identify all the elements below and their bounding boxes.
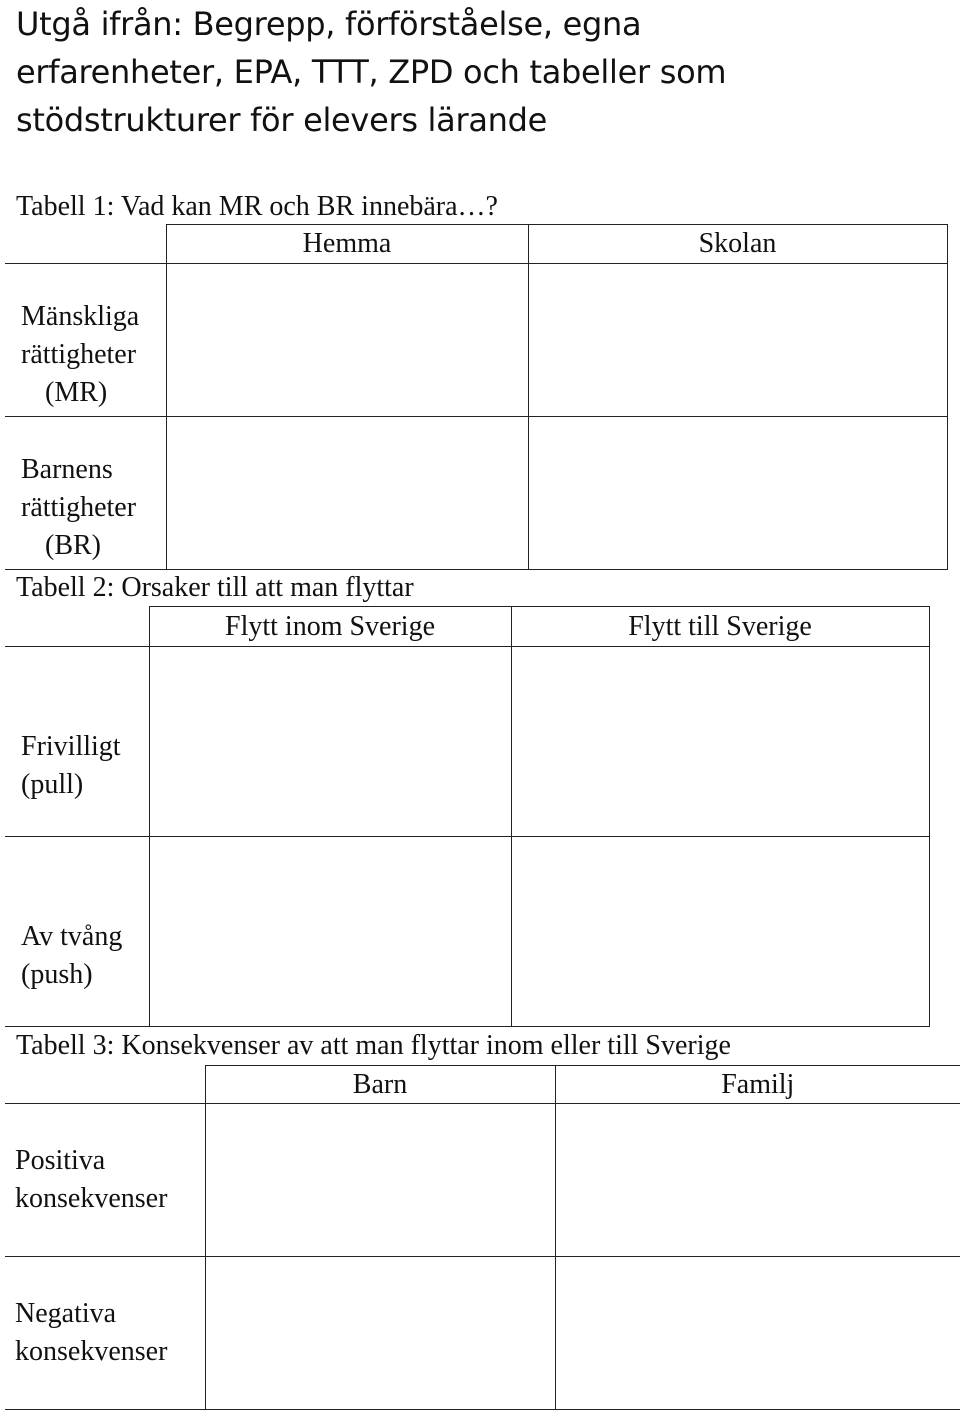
- table2-corner-cell: [5, 607, 149, 647]
- table2-cell-pull-till[interactable]: [511, 647, 929, 837]
- table1-cell-mr-hemma[interactable]: [166, 264, 528, 417]
- table1-row-header-mr: [5, 264, 166, 417]
- row-label-line: Mänskliga: [21, 301, 140, 332]
- row-label-line: Av tvång: [21, 921, 123, 952]
- table2-cell-pull-inom[interactable]: [149, 647, 511, 837]
- table3: [5, 1065, 960, 1410]
- table1: [5, 224, 948, 570]
- row-label-line: konsekvenser: [15, 1336, 168, 1367]
- table1-caption: Tabell 1: Vad kan MR och BR innebära…?: [16, 191, 498, 222]
- table3-cell-negativa-familj[interactable]: [555, 1257, 960, 1410]
- table2-row-header-pull: [5, 647, 149, 837]
- table3-corner-cell: [5, 1066, 205, 1104]
- row-label-line: (push): [21, 959, 93, 990]
- table1-header-hemma: Hemma: [166, 225, 528, 264]
- table1-cell-mr-skolan[interactable]: [528, 264, 947, 417]
- table3-cell-negativa-barn[interactable]: [205, 1257, 555, 1410]
- row-label-line: rättigheter: [21, 339, 137, 370]
- row-label-line: Positiva: [15, 1145, 106, 1176]
- table1-row-header-br: [5, 417, 166, 570]
- row-label-line: Negativa: [15, 1298, 117, 1329]
- table1-header-skolan: Skolan: [528, 225, 947, 264]
- table2: [5, 606, 930, 1027]
- row-label-line: Barnens: [21, 454, 113, 485]
- table1-corner-cell: [5, 225, 166, 264]
- table1-cell-br-skolan[interactable]: [528, 417, 947, 570]
- table3-row-header-negativa: [5, 1257, 205, 1410]
- table2-header-flytt-inom: Flytt inom Sverige: [149, 607, 511, 647]
- table3-caption: Tabell 3: Konsekvenser av att man flyttar inom eller till Sverige: [16, 1030, 731, 1061]
- table1-cell-br-hemma[interactable]: [166, 417, 528, 570]
- table2-caption: Tabell 2: Orsaker till att man flyttar: [16, 572, 414, 603]
- page-heading: [16, 0, 936, 144]
- table3-row-header-positiva: [5, 1104, 205, 1257]
- table3-cell-positiva-familj[interactable]: [555, 1104, 960, 1257]
- heading-line-2: erfarenheter, EPA, TTT, ZPD och tabeller som: [16, 53, 727, 91]
- row-label-line: (MR): [45, 377, 108, 408]
- row-label-line: (pull): [21, 769, 84, 800]
- row-label-line: rättigheter: [21, 492, 137, 523]
- table3-header-familj: Familj: [555, 1066, 960, 1104]
- row-label-line: konsekvenser: [15, 1183, 168, 1214]
- table3-header-barn: Barn: [205, 1066, 555, 1104]
- table2-cell-push-till[interactable]: [511, 837, 929, 1027]
- table3-cell-positiva-barn[interactable]: [205, 1104, 555, 1257]
- row-label-line: Frivilligt: [21, 731, 121, 762]
- table2-cell-push-inom[interactable]: [149, 837, 511, 1027]
- heading-line-1: Utgå ifrån: Begrepp, förförståelse, egna: [16, 5, 642, 43]
- row-label-line: (BR): [45, 530, 101, 561]
- heading-line-3: stödstrukturer för elevers lärande: [16, 101, 548, 139]
- table2-header-flytt-till: Flytt till Sverige: [511, 607, 929, 647]
- table2-row-header-push: [5, 837, 149, 1027]
